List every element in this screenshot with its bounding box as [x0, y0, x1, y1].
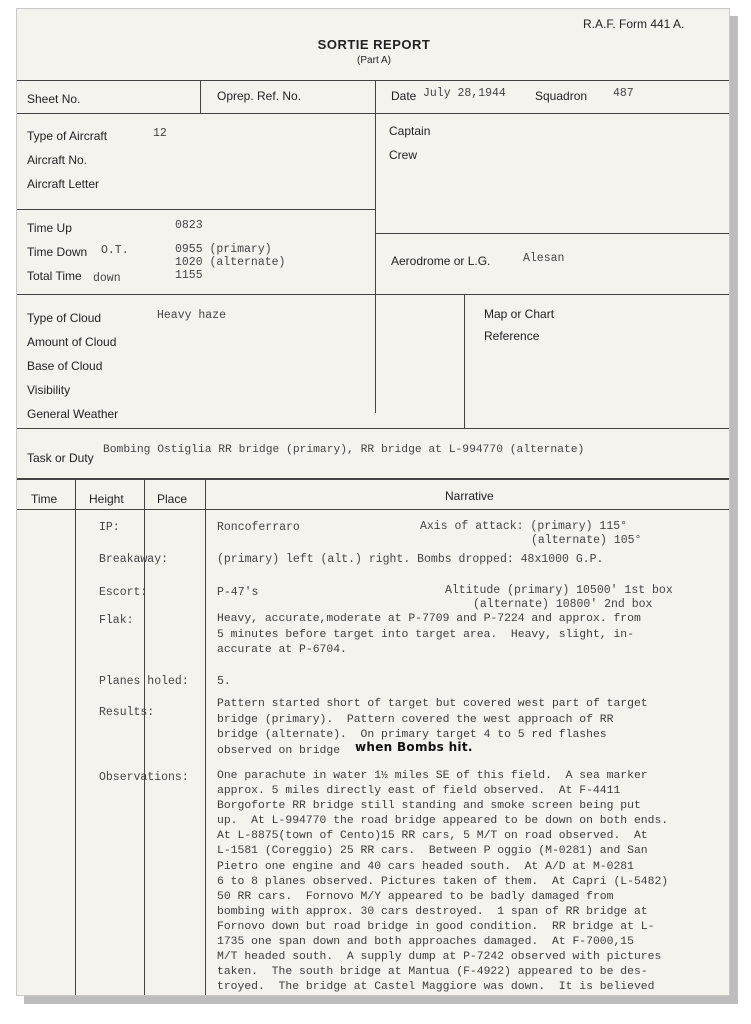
results-handwritten-note: when Bombs hit. — [355, 740, 473, 754]
general-weather-label: General Weather — [27, 407, 119, 421]
total-time-suffix: down — [93, 272, 121, 285]
escort-text: P-47's — [217, 586, 259, 599]
observations-text — [217, 769, 668, 995]
aircraft-no-label: Aircraft No. — [27, 153, 88, 167]
time-down-primary: 0955 (primary) — [175, 243, 272, 256]
time-up-label: Time Up — [27, 221, 72, 235]
observations-line: taken. The south bridge at Mantua (F-4922) appeared to be des- — [217, 966, 648, 979]
cloud-amount-label: Amount of Cloud — [27, 335, 117, 349]
rule — [17, 80, 730, 81]
observations-line: up. At L-994770 the road bridge appeared to be down on both ends. — [217, 815, 669, 828]
total-time-label: Total Time — [27, 269, 82, 283]
visibility-label: Visibility — [27, 383, 71, 397]
rule — [17, 209, 376, 210]
observations-line: 1735 one span down and both approaches damaged. At F-7000,15 — [217, 936, 634, 949]
observations-line: troyed. The bridge at Castel Maggiore was down. It is believed — [217, 981, 655, 994]
form-subtitle: (Part A) — [357, 55, 391, 66]
squadron-label: Squadron — [535, 89, 588, 103]
squadron-value: 487 — [613, 87, 634, 100]
rule — [464, 294, 465, 428]
rule — [376, 233, 730, 234]
planes-holed-value: 5. — [217, 675, 231, 688]
oprep-ref-label: Oprep. Ref. No. — [217, 89, 302, 103]
total-time-value: 1155 — [175, 269, 203, 282]
aerodrome-value: Alesan — [523, 252, 565, 265]
form-code: R.A.F. Form 441 A. — [583, 17, 685, 31]
col-narrative-header: Narrative — [445, 489, 494, 503]
cloud-type-value: Heavy haze — [157, 309, 227, 322]
aircraft-letter-label: Aircraft Letter — [27, 177, 100, 191]
rule — [205, 480, 206, 996]
results-line: bridge (primary). Pattern covered the west approach of RR — [217, 713, 614, 726]
sortie-report-form — [16, 8, 730, 996]
aircraft-type-value: 12 — [153, 127, 167, 140]
map-chart-label: Map or Chart — [484, 307, 555, 321]
aerodrome-label: Aerodrome or L.G. — [391, 254, 491, 268]
observations-line: Fornovo down but road bridge in good condition. RR bridge at L- — [217, 920, 655, 933]
flak-line: 5 minutes before target into target area. Heavy, slight, in- — [217, 628, 634, 641]
axis-of-attack-alternate: (alternate) 105° — [531, 534, 642, 547]
altitude-alternate: (alternate) 10800' 2nd box — [473, 598, 653, 611]
col-time-header: Time — [31, 492, 58, 506]
reference-label: Reference — [484, 329, 540, 343]
observations-line: At L-8875(town of Cento)15 RR cars, 5 M/T on road observed. At — [217, 830, 648, 843]
rule — [17, 478, 730, 480]
sheet-no-label: Sheet No. — [27, 92, 81, 106]
time-down-label: Time Down — [27, 245, 88, 259]
breakaway-label: Breakaway: — [99, 553, 169, 566]
rule — [75, 480, 76, 996]
altitude-primary: Altitude (primary) 10500' 1st box — [445, 584, 673, 597]
observations-line: Borgoforte RR bridge still standing and smoke screen being put — [217, 800, 641, 813]
time-up-value: 0823 — [175, 219, 203, 232]
cloud-base-label: Base of Cloud — [27, 359, 103, 373]
time-down-suffix: O.T. — [101, 244, 129, 257]
task-value: Bombing Ostiglia RR bridge (primary), RR bridge at L-994770 (alternate) — [103, 444, 585, 456]
flak-label: Flak: — [99, 614, 134, 627]
observations-line: 6 to 8 planes observed. Pictures taken of them. At Capri (L-5482) — [217, 875, 669, 888]
results-line: observed on bridge — [217, 744, 341, 757]
breakaway-text: (primary) left (alt.) right. Bombs dropped: 48x1000 G.P. — [217, 553, 604, 566]
flak-line: accurate at P-6704. — [217, 644, 347, 657]
observations-line: approx. 5 miles directly east of field observed. At F-4411 — [217, 785, 621, 798]
rule — [17, 113, 730, 114]
observations-line: M/T headed south. A supply dump at P-7242 observed with pictures — [217, 951, 662, 964]
date-label: Date — [391, 89, 417, 103]
observations-label: Observations: — [99, 771, 189, 784]
ip-place: Roncoferraro — [217, 521, 300, 534]
planes-holed-label: Planes holed: — [99, 675, 189, 688]
rule — [375, 113, 376, 413]
rule — [17, 294, 730, 295]
rule — [17, 428, 730, 429]
crew-label: Crew — [389, 148, 418, 162]
rule — [17, 509, 730, 510]
col-height-header: Height — [89, 492, 124, 506]
observations-line: One parachute in water 1½ miles SE of this field. A sea marker — [217, 770, 648, 782]
axis-of-attack-primary: Axis of attack: (primary) 115° — [420, 520, 628, 533]
flak-line: Heavy, accurate,moderate at P-7709 and P-7224 and approx. from — [217, 613, 641, 625]
results-line: Pattern started short of target but covered west part of target — [217, 698, 648, 710]
observations-line: L-1581 (Coreggio) 25 RR cars. Between P oggio (M-0281) and San — [217, 845, 648, 858]
task-label: Task or Duty — [27, 451, 94, 465]
aircraft-type-label: Type of Aircraft — [27, 129, 108, 143]
form-title: SORTIE REPORT — [317, 37, 431, 52]
rule — [375, 80, 376, 114]
captain-label: Captain — [389, 124, 431, 138]
col-place-header: Place — [157, 492, 188, 506]
observations-line: bombing with approx. 30 cars destroyed. 1 span of RR bridge at — [217, 905, 648, 918]
results-line: bridge (alternate). On primary target 4 to 5 red flashes — [217, 729, 607, 742]
cloud-type-label: Type of Cloud — [27, 311, 102, 325]
flak-text — [217, 612, 641, 659]
rule — [200, 80, 201, 114]
results-label: Results: — [99, 706, 155, 719]
escort-label: Escort: — [99, 586, 148, 599]
observations-line: 50 RR cars. Fornovo M/Y appeared to be badly damaged from — [217, 890, 614, 903]
time-down-alternate: 1020 (alternate) — [175, 256, 286, 269]
ip-label: IP: — [99, 521, 120, 534]
observations-line: Pietro one engine and 40 cars headed south. At A/D at M-0281 — [217, 860, 634, 873]
date-value: July 28,1944 — [423, 87, 506, 100]
